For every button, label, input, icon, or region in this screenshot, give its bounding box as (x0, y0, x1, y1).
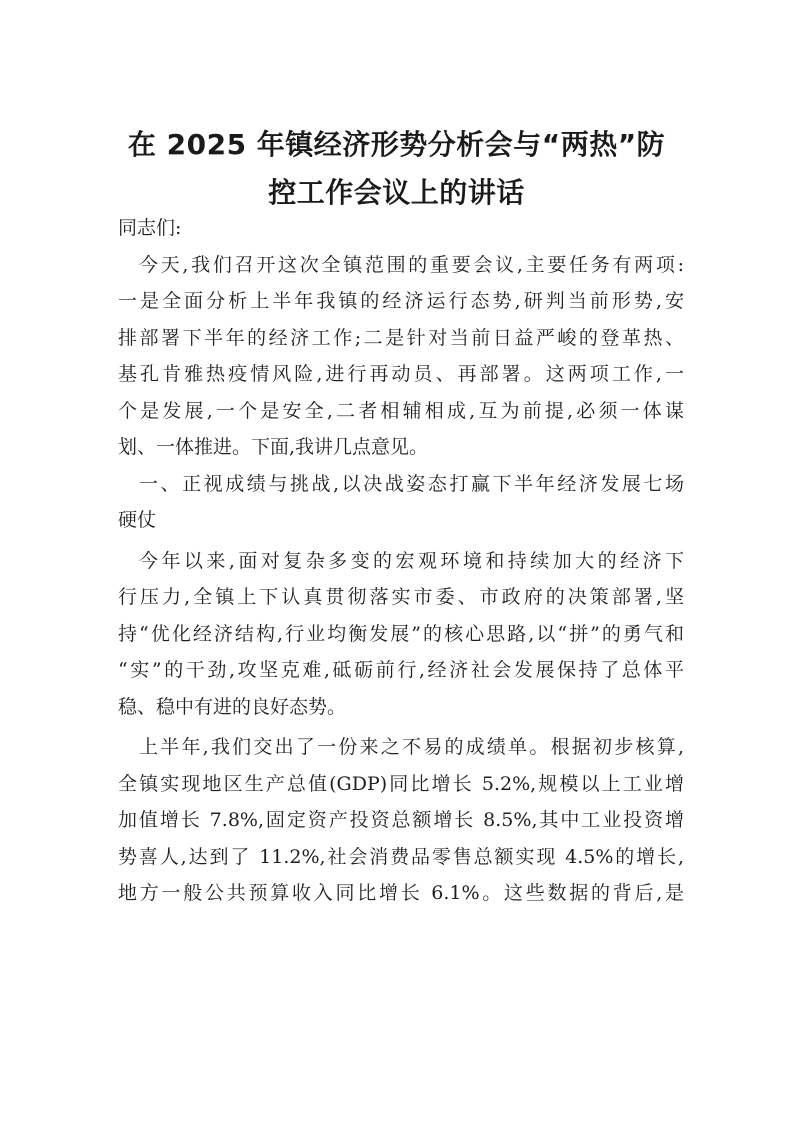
paragraph-line: 划、一体推进。下面,我讲几点意见。 (118, 436, 429, 458)
paragraph-review (118, 543, 684, 726)
title-line-1: 在 2025 年镇经济形势分析会与“两热”防 (127, 128, 666, 161)
paragraph-line: 全镇实现地区生产总值(GDP)同比增长 5.2%,规模以上工业增 (118, 772, 684, 795)
paragraph-line: 势喜人,达到了 11.2%,社会消费品零售总额实现 4.5%的增长, (118, 845, 684, 868)
paragraph-line: 加值增长 7.8%,固定资产投资总额增长 8.5%,其中工业投资增 (118, 809, 684, 831)
paragraph-intro (118, 247, 684, 466)
paragraph-line: 稳、稳中有进的良好态势。 (118, 695, 347, 718)
section-heading (118, 466, 684, 539)
paragraph-line: 地方一般公共预算收入同比增长 6.1%。这些数据的背后,是 (118, 882, 684, 904)
paragraph-line: 行压力,全镇上下认真贯彻落实市委、市政府的决策部署,坚 (118, 586, 684, 608)
paragraph-line: 排部署下半年的经济工作;二是针对当前日益严峻的登革热、 (118, 326, 684, 349)
paragraph-line: 今天,我们召开这次全镇范围的重要会议,主要任务有两项: (139, 253, 684, 276)
paragraph-line: 基孔肯雅热疫情风险,进行再动员、再部署。这两项工作,一 (118, 363, 684, 385)
paragraph-line: 持“优化经济结构,行业均衡发展”的核心思路,以“拼”的勇气和 (118, 622, 684, 645)
section-heading-line: 硬仗 (118, 509, 157, 531)
document-title (100, 121, 693, 217)
paragraph-line: 个是发展,一个是安全,二者相辅相成,互为前提,必须一体谋 (118, 399, 684, 422)
paragraph-line: 上半年,我们交出了一份来之不易的成绩单。根据初步核算, (139, 736, 684, 758)
title-line-2: 控工作会议上的讲话 (268, 176, 525, 209)
paragraph-line: 今年以来,面对复杂多变的宏观环境和持续加大的经济下 (139, 549, 684, 572)
paragraph-line: “实”的干劲,攻坚克难,砥砺前行,经济社会发展保持了总体平 (118, 659, 684, 681)
salutation: 同志们: (118, 217, 182, 239)
document-body (118, 210, 684, 912)
section-heading-line: 一、正视成绩与挑战,以决战姿态打赢下半年经济发展七场 (139, 472, 684, 495)
paragraph-results (118, 729, 684, 912)
paragraph-line: 一是全面分析上半年我镇的经济运行态势,研判当前形势,安 (118, 290, 684, 312)
